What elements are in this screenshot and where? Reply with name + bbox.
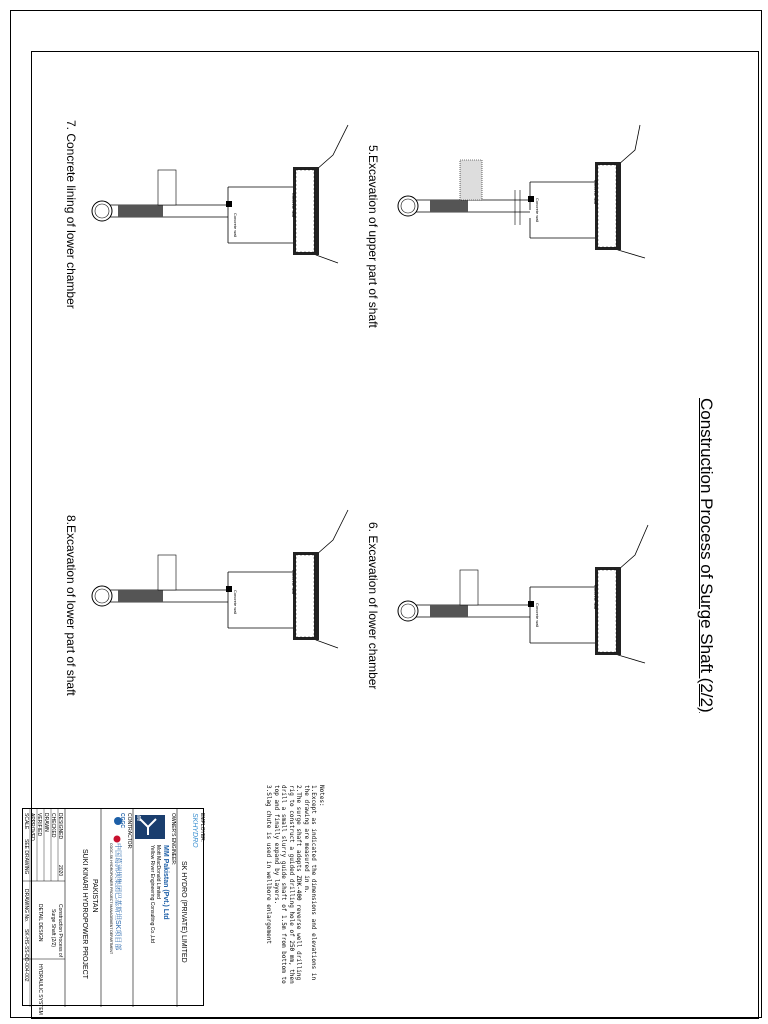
engineer-line3: Yellow River Engineering Consulting Co.,Ltd <box>149 845 155 943</box>
project-name: SUKI KINARI HYDROPOWER PROJECT <box>81 849 88 979</box>
employer-logo: SKHYDRO <box>191 813 198 848</box>
step-8-drawing <box>88 500 358 650</box>
contractor-sub: CGGC-SK HYDROPOWER PROJECT MANAGEMENT DEPARTMENT <box>109 843 113 955</box>
date-value: 2020 <box>57 865 63 877</box>
contractor-logo: CGGC <box>119 813 125 828</box>
step-6-label-a: Concrete wall <box>593 585 598 610</box>
drawing-no: SK-HS-SS-DD-004-002 <box>23 929 29 982</box>
engineer-label: OWNER'S ENGINEER: <box>170 813 176 866</box>
note-line: 2.The surge shaft adopts ZDK-400 reverse well drilling <box>295 785 303 981</box>
step-8-label-a: Concrete wall <box>291 570 296 595</box>
note-line: the drawing are measured in m. <box>303 785 310 894</box>
stage-value: HYDRAULIC SYSTEM <box>37 964 43 1015</box>
step-5-label-b: Concrete wall <box>535 198 540 223</box>
row-designed: DESIGNED <box>57 813 63 840</box>
step-8-label-b: Concrete wall <box>233 590 238 615</box>
note-line: rig to construct a guided drilling hole of 250 mm, then <box>288 785 295 984</box>
country: PAKISTAN <box>91 879 98 913</box>
notes-block <box>265 785 325 984</box>
row-scale: SCALE <box>23 813 29 830</box>
step-6-caption: 6. Excavation of lower chamber <box>366 522 380 690</box>
step-6-drawing <box>390 515 670 665</box>
drawing-no-label: DRAWING No. <box>23 889 29 923</box>
contractor-label: CONTRACTOR: <box>126 813 132 850</box>
note-line: drill a small slurry guide shaft of 1.5m from bottom to <box>280 785 288 984</box>
employer-name: SK HYDRO (PRIVATE) LIMITED <box>180 861 187 963</box>
title-block <box>22 808 205 1015</box>
engineer-name: MM Pakistan (Pvt.) Ltd <box>162 845 169 920</box>
drawing-title: Construction Process of Surge Shaft (2/2) <box>697 398 716 713</box>
row-drawn: DRAWN <box>43 813 49 832</box>
step-7-label-b: Concrete wall <box>233 213 238 238</box>
step-5-caption: 5.Excavation of upper part of shaft <box>366 145 380 328</box>
step-5-label-a: Concrete wall <box>593 180 598 205</box>
drawing-title-line2: Surge Shaft (2/2) <box>50 909 56 948</box>
note-line: 3.Slag chute is used in wellbore enlargement <box>265 785 273 944</box>
engineer-line2: Mott MacDonald Limited <box>155 845 161 899</box>
engineer-logo-mark <box>132 813 150 821</box>
step-7-label-a: Concrete wall <box>291 193 296 218</box>
row-checked: CHECKED <box>50 813 56 838</box>
note-line: top and finally expand by layers. <box>273 785 280 905</box>
drawing-title-line1: Construction Process of <box>57 904 63 958</box>
step-7-caption: 7. Concrete lining of lower chamber <box>64 120 78 309</box>
employer-label: EMPLOYER: <box>199 813 205 843</box>
engineer-logo: MM <box>135 813 141 822</box>
step-5-drawing <box>390 110 670 260</box>
step-6-label-b: Concrete wall <box>535 603 540 628</box>
scale-value: SEE DRAWING <box>23 839 29 875</box>
design-stage: DETAIL DESIGN <box>37 904 43 942</box>
note-line: 1.Except as indicated the dimensions and elevations in <box>310 785 318 981</box>
step-7-drawing <box>88 115 358 265</box>
notes-heading: Notes: <box>318 785 325 807</box>
step-8-caption: 8.Excavation of lower part of shaft <box>64 515 78 696</box>
row-verified: VERIFIED <box>36 813 42 837</box>
row-approved: APPROVED <box>29 813 35 841</box>
contractor-name: 中国葛洲坝集团巴基斯坦SK项目部 <box>114 843 121 951</box>
